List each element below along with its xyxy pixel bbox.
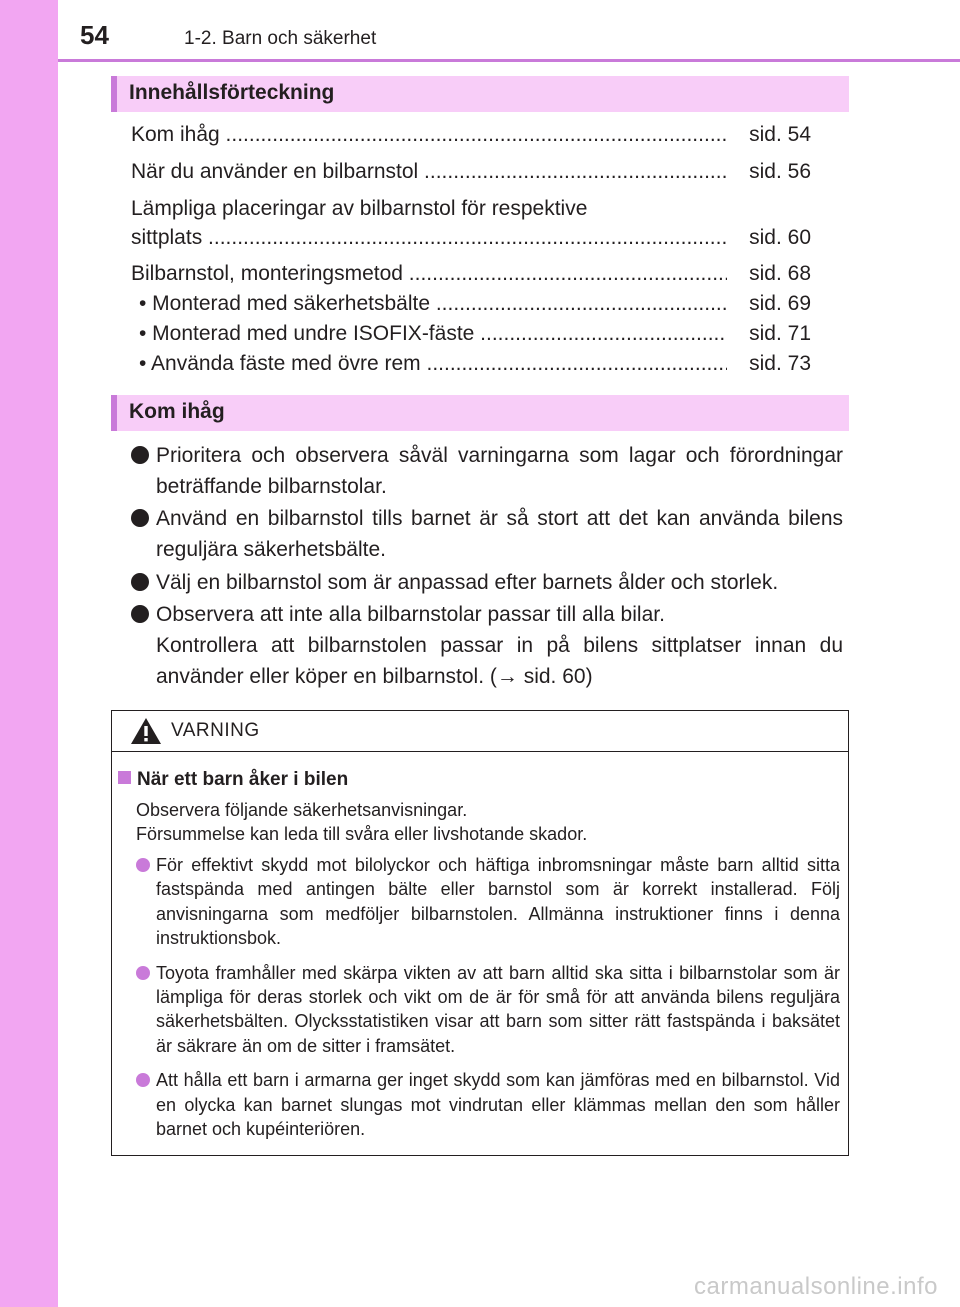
- list-item: [131, 440, 843, 502]
- bullet-icon: [131, 446, 149, 464]
- chapter-title: 1-2. Barn och säkerhet: [184, 28, 377, 49]
- bullet-icon: [131, 605, 149, 623]
- warning-list: [136, 853, 840, 1151]
- toc-entry-page: sid. 56: [749, 160, 811, 183]
- toc-entry-label: När du använder en bilbarnstol .....: [131, 160, 727, 184]
- bullet-icon: [131, 573, 149, 591]
- toc-subentry[interactable]: [131, 292, 811, 322]
- watermark: carmanualsonline.info: [694, 1273, 938, 1300]
- toc-entry-label: • Monterad med säkerhetsbälte .....: [139, 292, 727, 316]
- list-item-text: Välj en bilbarnstol som är anpassad efter barnets ålder och storlek.: [156, 571, 779, 594]
- bullet-icon: [136, 966, 150, 980]
- warning-intro: [136, 798, 587, 846]
- page-number: 54: [80, 20, 109, 50]
- toc-entry-label-line1: Lämpliga placeringar av bilbarnstol för respektive: [131, 197, 588, 220]
- toc-entry-page: sid. 69: [749, 292, 811, 315]
- warning-title: [118, 769, 348, 791]
- list-item-text: Observera att inte alla bilbarnstolar passar till alla bilar.: [156, 603, 665, 626]
- list-item: [131, 503, 843, 565]
- toc-entry-page: sid. 60: [749, 226, 811, 249]
- toc-subentry[interactable]: [131, 322, 811, 352]
- toc-entry-label: Bilbarnstol, monteringsmetod .....: [131, 262, 727, 286]
- warning-item: [136, 853, 840, 951]
- list-item: [131, 567, 843, 598]
- warning-box: [111, 710, 849, 1156]
- header-rule: [58, 59, 960, 62]
- remember-heading-bar: [111, 395, 849, 431]
- toc-entry[interactable]: [131, 197, 811, 257]
- list-item-text: Prioritera och observera såväl varningarna som lagar och förordningar beträffande bilbarnstolar.: [156, 444, 843, 498]
- toc-entry-page: sid. 68: [749, 262, 811, 285]
- remember-heading: Kom ihåg: [129, 400, 225, 423]
- toc-entry-page: sid. 71: [749, 322, 811, 345]
- toc-entry[interactable]: [131, 262, 811, 292]
- bullet-icon: [136, 1073, 150, 1087]
- warning-intro-line: Försummelse kan leda till svåra eller livshotande skador.: [136, 824, 588, 844]
- warning-title-text: När ett barn åker i bilen: [137, 769, 349, 790]
- toc-entry-label: sittplats .....: [131, 226, 727, 250]
- warning-label: VARNING: [171, 720, 260, 741]
- warning-item-text: Att hålla ett barn i armarna ger inget skydd som kan jämföras med en bilbarnstol. Vid en olycka kan barnet slungas mot vindrutan eller klämmas mellan den som håller barnet och kupéinteriören.: [156, 1070, 840, 1140]
- warning-triangle-icon: [130, 717, 162, 745]
- toc-entry[interactable]: [131, 123, 811, 153]
- toc-entry-label: • Monterad med undre ISOFIX-fäste .....: [139, 322, 727, 346]
- bullet-icon: [131, 509, 149, 527]
- toc-entry[interactable]: [131, 160, 811, 190]
- warning-item-text: För effektivt skydd mot bilolyckor och häftiga inbromsningar måste barn alltid sitta fastspända med antingen bälte eller barnstol som är korrekt installerad. Följ anvisningarna som medföljer bilbarnstolen. Allmänna instruktioner finns i denna instruktionsbok.: [156, 855, 840, 949]
- list-item-text: Använd en bilbarnstol tills barnet är så stort att det kan använda bilens reguljära säkerhetsbälte.: [156, 507, 843, 561]
- side-strip: [0, 0, 58, 1307]
- list-item: [131, 599, 843, 692]
- toc-heading: Innehållsförteckning: [129, 81, 335, 104]
- toc-subentry[interactable]: [131, 352, 811, 382]
- toc-entry-label: • Använda fäste med övre rem .....: [139, 352, 727, 376]
- bullet-icon: [136, 858, 150, 872]
- warning-intro-line: Observera följande säkerhetsanvisningar.: [136, 800, 468, 820]
- toc-entry-page: sid. 73: [749, 352, 811, 375]
- toc-entry-page: sid. 54: [749, 123, 811, 146]
- warning-item: [136, 961, 840, 1059]
- warning-item-text: Toyota framhåller med skärpa vikten av att barn alltid ska sitta i bilbarnstolar som är lämpliga för deras storlek och vikt om de är för små för att använda bilens reguljära säkerhetsbälten. Olycksstatistiken visar att barn som sitter rätt fastspända i baksätet är säkrare än om de sitter i framsätet.: [156, 962, 840, 1056]
- toc-entry-label: Kom ihåg .....: [131, 123, 727, 147]
- warning-header: [112, 711, 848, 752]
- toc-heading-bar: [111, 76, 849, 112]
- square-bullet-icon: [118, 771, 131, 784]
- list-item-continuation: Kontrollera att bilbarnstolen passar in på bilens sittplatser innan du använder eller köper en bilbarnstol. (→ sid. 60): [156, 634, 843, 688]
- warning-item: [136, 1068, 840, 1141]
